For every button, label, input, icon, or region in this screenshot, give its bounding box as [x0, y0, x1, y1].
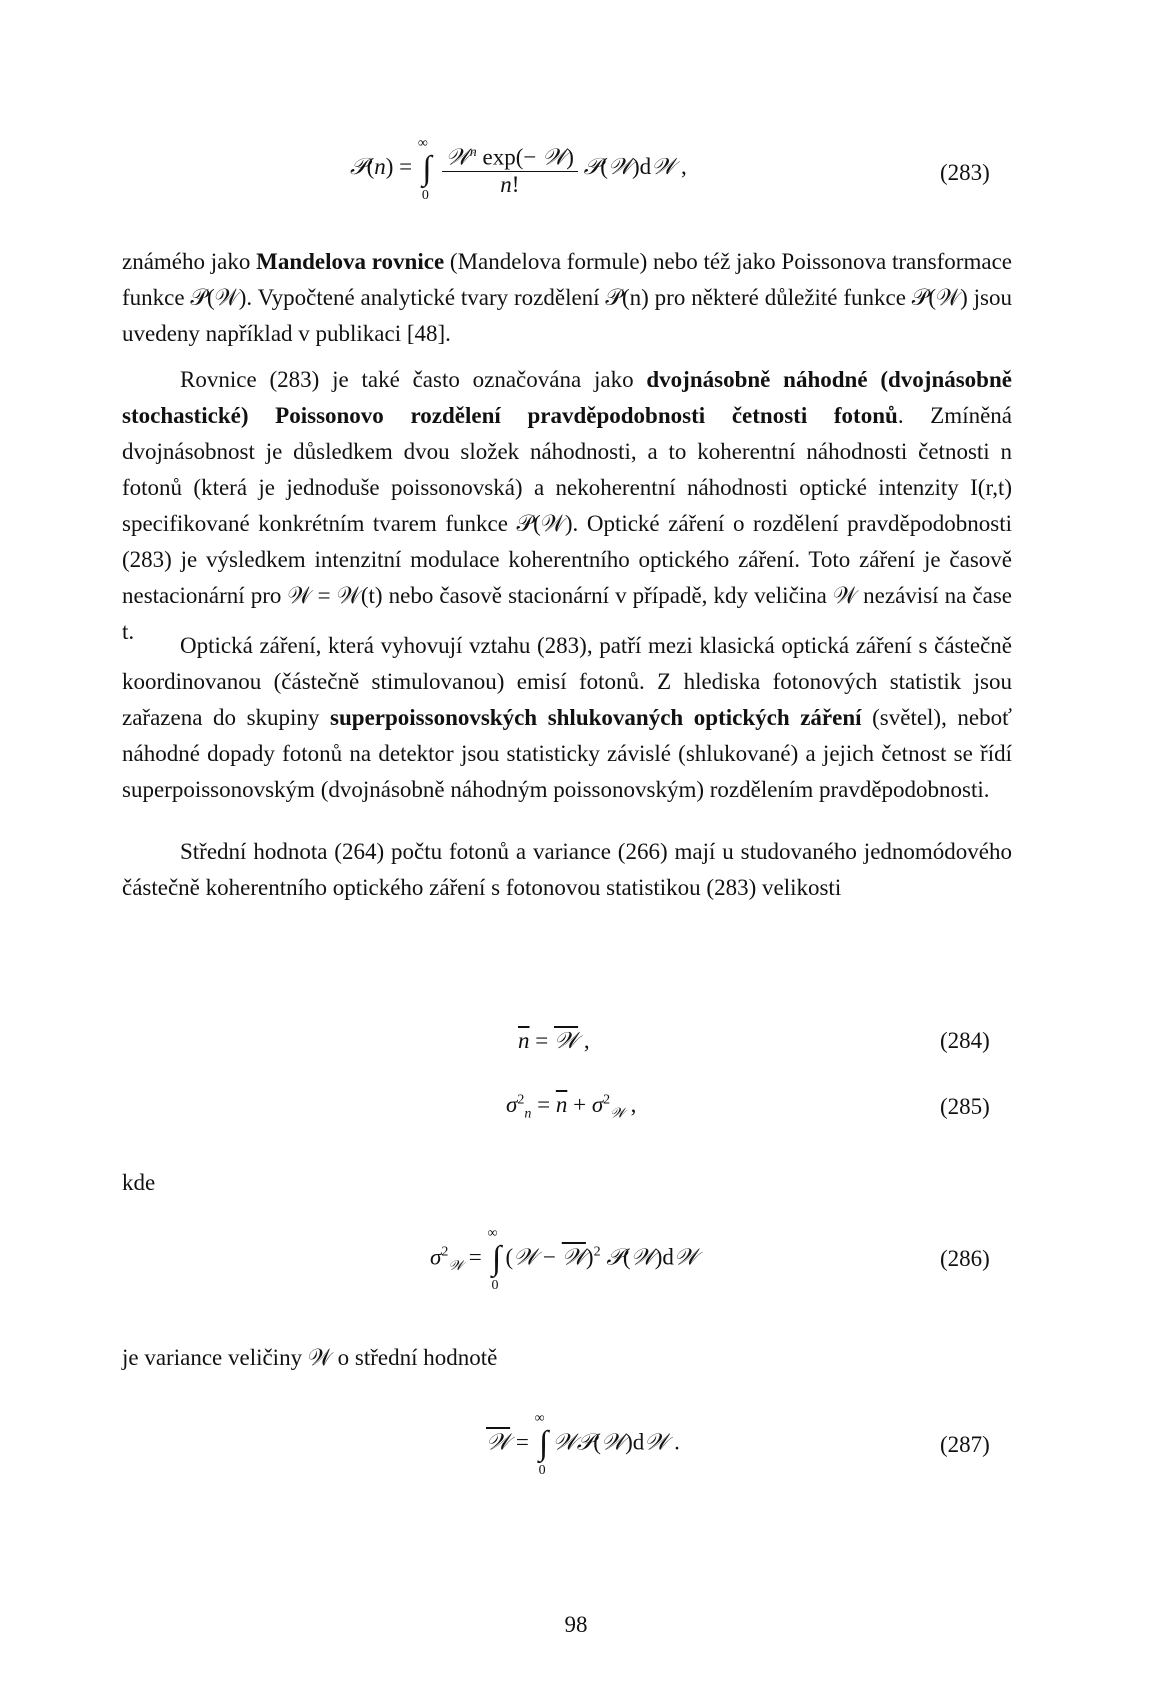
- equation-285: $\sigma^2_n = \overline{n} + \sigma^2_𝒲$ ,: [506, 1092, 637, 1122]
- paragraph-classical-light: Optická záření, která vyhovují vztahu (283), patří mezi klasická optická záření s částečně koordinovanou (částečně stimulovanou) emisí fotonů. Z hlediska fotonových statistik jsou zařazena do skupiny superpoissonovských shlukovaných optických záření (světel), neboť náhodné dopady fotonů na detektor jsou statisticky závislé (shlukované) a jejich četnost se řídí superpoissonovským (dvojnásobně náhodným poissonovským) rozdělením pravděpodobnosti.: [122, 633, 1012, 802]
- page-number: 98: [564, 1612, 588, 1637]
- paragraph-mean-variance: Střední hodnota (264) počtu fotonů a variance (266) mají u studovaného jednomódového částečně koherentního optického záření s fotonovou statistikou (283) velikosti: [122, 839, 1012, 900]
- equation-number-284: (284): [940, 1028, 990, 1053]
- paragraph-double-stochastic: Rovnice (283) je také často označována jako dvojnásobně náhodné (dvojnásobně stochastické) Poissonovo rozdělení pravděpodobnosti četnosti fotonů. Zmíněná dvojnásobnost je důsledkem dvou složek náhodnosti, a to koherentní náhodnosti četnosti n fotonů (která je jednoduše poissonovská) a nekoherentní náhodnosti optické intenzity I(r,t) specifikované konkrétním tvarem funkce 𝒫(𝒲). Optické záření o rozdělení pravděpodobnosti (283) je výsledkem intenzitní modulace koherentního optického záření. Toto záření je časově nestacionární pro 𝒲 = 𝒲(t) nebo časově stacionární v případě, kdy veličina 𝒲 nezávisí na čase t.: [122, 367, 1013, 644]
- equation-number-286: (286): [940, 1246, 990, 1271]
- equation-number-285: (285): [940, 1094, 990, 1119]
- paragraph-variance-of-w: je variance veličiny 𝒲 o střední hodnotě: [122, 1345, 498, 1370]
- word-kde: kde: [122, 1170, 156, 1195]
- equation-287: 𝒲 = ∞ ∫ 0 𝒲𝒫(𝒲)d𝒲 .: [486, 1411, 680, 1478]
- equation-284: $\overline{n}$ = 𝒲 ,: [518, 1028, 590, 1054]
- equation-283: 𝒫(n) = ∞ ∫ 0 $\frac{𝒲^n \exp(- 𝒲)}{n!}$ 𝒫(𝒲)d𝒲 ,: [350, 135, 687, 203]
- equation-286: $\sigma^2_𝒲$ = ∞ ∫ 0 (𝒲 − 𝒲)$^2$ 𝒫(𝒲)d𝒲: [430, 1226, 698, 1293]
- paragraph-mandel: známého jako Mandelova rovnice (Mandelova formule) nebo též jako Poissonova transformace funkce 𝒫(𝒲). Vypočtené analytické tvary rozdělení 𝒫(n) pro některé důležité funkce 𝒫(𝒲) jsou uvedeny například v publikaci [48].: [122, 249, 1012, 346]
- equation-number-287: (287): [940, 1432, 990, 1457]
- equation-number-283: (283): [940, 160, 990, 185]
